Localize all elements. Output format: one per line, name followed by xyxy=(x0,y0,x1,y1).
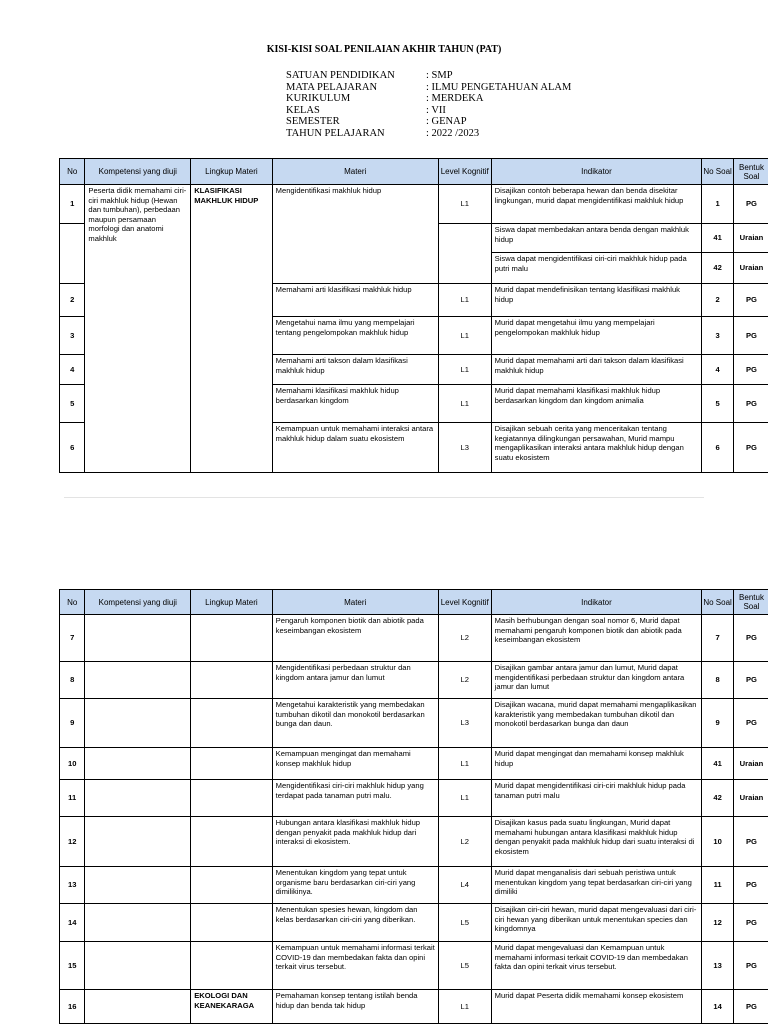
meta-value: : VII xyxy=(426,104,446,116)
bentuk-cell: PG xyxy=(733,615,768,662)
materi-cell: Menentukan spesies hewan, kingdom dan kelas berdasarkan ciri-ciri yang diberikan. xyxy=(272,904,438,942)
level-cell: L1 xyxy=(438,780,491,817)
table-header-row xyxy=(60,159,768,185)
header-kompetensi: Kompetensi yang diuji xyxy=(85,590,191,615)
table-row xyxy=(60,185,768,224)
no-soal-cell: 12 xyxy=(702,904,734,942)
table-header-row xyxy=(60,590,768,615)
row-no: 6 xyxy=(60,423,85,473)
materi-cell: Memahami arti takson dalam klasifikasi makhluk hidup xyxy=(272,355,438,385)
header-kompetensi: Kompetensi yang diuji xyxy=(85,159,191,185)
no-soal-cell: 14 xyxy=(702,990,734,1024)
indikator-cell: Murid dapat mengetahui ilmu yang mempelajari pengelompokan makhluk hidup xyxy=(491,317,702,355)
level-cell: L1 xyxy=(438,317,491,355)
indikator-cell: Disajikan ciri-ciri hewan, murid dapat mengevaluasi dari ciri-ciri hewan yang diberikan untuk menentukan species dan kingdomnya xyxy=(491,904,702,942)
meta-row xyxy=(286,82,571,94)
indikator-cell: Murid dapat memahami arti dari takson dalam klasifikasi makhluk hidup xyxy=(491,355,702,385)
table-row xyxy=(60,662,768,699)
page-divider xyxy=(64,497,704,498)
materi-cell: Memahami arti klasifikasi makhluk hidup xyxy=(272,284,438,317)
header-no: No xyxy=(60,590,85,615)
materi-cell: Menentukan kingdom yang tepat untuk organisme baru berdasarkan ciri-ciri yang dimilikinya. xyxy=(272,867,438,904)
lingkup-cell xyxy=(191,942,272,990)
row-no: 3 xyxy=(60,317,85,355)
materi-cell: Mengetahui karakteristik yang membedakan tumbuhan dikotil dan monokotil berdasarkan bunga dan daun. xyxy=(272,699,438,748)
kompetensi-cell xyxy=(85,748,191,780)
level-cell: L5 xyxy=(438,904,491,942)
level-cell: L1 xyxy=(438,355,491,385)
level-cell: L3 xyxy=(438,423,491,473)
materi-cell: Pengaruh komponen biotik dan abiotik pada keseimbangan ekosistem xyxy=(272,615,438,662)
bentuk-cell: PG xyxy=(733,817,768,867)
kompetensi-cell xyxy=(85,990,191,1024)
kompetensi-cell xyxy=(85,942,191,990)
table-row xyxy=(60,615,768,662)
document-meta xyxy=(286,70,571,139)
meta-value: : 2022 /2023 xyxy=(426,127,480,139)
no-soal-cell: 2 xyxy=(702,284,734,317)
lingkup-cell: KLASIFIKASI MAKHLUK HIDUP xyxy=(191,185,272,473)
bentuk-cell: PG xyxy=(733,867,768,904)
meta-label: SEMESTER xyxy=(286,116,340,127)
meta-label: TAHUN PELAJARAN xyxy=(286,127,385,139)
table-row xyxy=(60,817,768,867)
no-soal-cell: 13 xyxy=(702,942,734,990)
lingkup-cell xyxy=(191,817,272,867)
level-cell xyxy=(438,224,491,253)
lingkup-cell xyxy=(191,780,272,817)
bentuk-cell: PG xyxy=(733,317,768,355)
bentuk-cell: Uraian xyxy=(733,253,768,284)
no-soal-cell: 3 xyxy=(702,317,734,355)
lingkup-cell xyxy=(191,867,272,904)
kompetensi-cell xyxy=(85,817,191,867)
indikator-cell: Siswa dapat membedakan antara benda dengan makhluk hidup xyxy=(491,224,702,253)
header-no-soal: No Soal xyxy=(702,159,734,185)
kompetensi-cell xyxy=(85,780,191,817)
indikator-cell: Murid dapat memahami klasifikasi makhluk hidup berdasarkan kingdom dan kingdom animalia xyxy=(491,385,702,423)
materi-cell: Mengidentifikasi perbedaan struktur dan kingdom antara jamur dan lumut xyxy=(272,662,438,699)
bentuk-cell: PG xyxy=(733,423,768,473)
bentuk-cell: PG xyxy=(733,904,768,942)
level-cell: L1 xyxy=(438,284,491,317)
document-title: KISI-KISI SOAL PENILAIAN AKHIR TAHUN (PAT) xyxy=(266,44,502,55)
lingkup-cell xyxy=(191,748,272,780)
row-no: 10 xyxy=(60,748,85,780)
bentuk-cell: PG xyxy=(733,185,768,224)
meta-row xyxy=(286,70,571,82)
meta-value: : SMP xyxy=(426,70,453,81)
indikator-cell: Siswa dapat mengidentifikasi ciri-ciri makhluk hidup pada putri malu xyxy=(491,253,702,284)
meta-row xyxy=(286,128,571,140)
lingkup-cell xyxy=(191,699,272,748)
row-no: 7 xyxy=(60,615,85,662)
materi-cell: Kemampuan untuk memahami informasi terkait COVID-19 dan membedakan fakta dan opini terkait virus tersebut. xyxy=(272,942,438,990)
kompetensi-cell xyxy=(85,615,191,662)
table-row xyxy=(60,904,768,942)
level-cell: L2 xyxy=(438,662,491,699)
indikator-cell: Disajikan sebuah cerita yang menceritakan tentang kegiatannya dilingkungan persawahan, Murid mampu mengaplikasikan interaksi antara makhluk hidup dengan suatu ekosistem xyxy=(491,423,702,473)
meta-label: SATUAN PENDIDIKAN xyxy=(286,70,395,81)
level-cell: L1 xyxy=(438,385,491,423)
table-row xyxy=(60,990,768,1024)
indikator-cell: Murid dapat mengingat dan memahami konsep makhluk hidup xyxy=(491,748,702,780)
row-no: 15 xyxy=(60,942,85,990)
no-soal-cell: 8 xyxy=(702,662,734,699)
meta-value: : ILMU PENGETAHUAN ALAM xyxy=(426,81,572,93)
header-level: Level Kognitif xyxy=(438,159,491,185)
no-soal-cell: 1 xyxy=(702,185,734,224)
meta-row xyxy=(286,93,571,105)
header-lingkup: Lingkup Materi xyxy=(191,590,272,615)
header-no: No xyxy=(60,159,85,185)
bentuk-cell: PG xyxy=(733,699,768,748)
indikator-cell: Murid dapat mengevaluasi dan Kemampuan untuk memahami informasi terkait COVID-19 dan membedakan fakta dan opini terkait virus tersebut. xyxy=(491,942,702,990)
no-soal-cell: 41 xyxy=(702,748,734,780)
level-cell: L2 xyxy=(438,615,491,662)
no-soal-cell: 5 xyxy=(702,385,734,423)
kompetensi-cell xyxy=(85,904,191,942)
lingkup-cell xyxy=(191,662,272,699)
meta-label: KELAS xyxy=(286,104,320,116)
bentuk-cell: PG xyxy=(733,355,768,385)
header-no-soal: No Soal xyxy=(702,590,734,615)
no-soal-cell: 10 xyxy=(702,817,734,867)
level-cell: L1 xyxy=(438,748,491,780)
no-soal-cell: 41 xyxy=(702,224,734,253)
table-row xyxy=(60,942,768,990)
no-soal-cell: 42 xyxy=(702,253,734,284)
no-soal-cell: 42 xyxy=(702,780,734,817)
table-row xyxy=(60,699,768,748)
kompetensi-cell xyxy=(85,867,191,904)
level-cell: L1 xyxy=(438,185,491,224)
row-no: 11 xyxy=(60,780,85,817)
indikator-cell: Disajikan contoh beberapa hewan dan benda disekitar lingkungan, murid dapat mengidentifikasi makhluk hidup xyxy=(491,185,702,224)
kisi-table-1 xyxy=(59,158,768,473)
header-indikator: Indikator xyxy=(491,159,702,185)
header-bentuk: Bentuk Soal xyxy=(733,159,768,185)
bentuk-cell: PG xyxy=(733,942,768,990)
indikator-cell: Disajikan kasus pada suatu lingkungan, Murid dapat memahami hubungan antara klasifikasi makhluk hidup dengan penyakit pada makhluk hidup dari suatu interaksi di ekosistem xyxy=(491,817,702,867)
materi-cell: Mengidentifikasi makhluk hidup xyxy=(272,185,438,284)
level-cell: L3 xyxy=(438,699,491,748)
meta-value: : MERDEKA xyxy=(426,93,484,104)
row-no: 12 xyxy=(60,817,85,867)
materi-cell: Mengetahui nama ilmu yang mempelajari tentang pengelompokan makhluk hidup xyxy=(272,317,438,355)
no-soal-cell: 9 xyxy=(702,699,734,748)
meta-label: KURIKULUM xyxy=(286,93,351,104)
indikator-cell: Murid dapat Peserta didik memahami konsep ekosistem xyxy=(491,990,702,1024)
level-cell: L5 xyxy=(438,942,491,990)
header-level: Level Kognitif xyxy=(438,590,491,615)
meta-row xyxy=(286,105,571,117)
header-indikator: Indikator xyxy=(491,590,702,615)
row-no xyxy=(60,253,85,284)
materi-cell: Pemahaman konsep tentang istilah benda hidup dan benda tak hidup xyxy=(272,990,438,1024)
bentuk-cell: PG xyxy=(733,385,768,423)
bentuk-cell: Uraian xyxy=(733,780,768,817)
kompetensi-cell: Peserta didik memahami ciri-ciri makhluk hidup (Hewan dan tumbuhan), perbedaan maupun persamaan morfologi dan anatomi makhluk xyxy=(85,185,191,473)
meta-label: MATA PELAJARAN xyxy=(286,81,378,93)
meta-row xyxy=(286,116,571,128)
indikator-cell: Disajikan gambar antara jamur dan lumut, Murid dapat mengidentifikasi perbedaan struktur dan kingdom antara jamur dan lumut xyxy=(491,662,702,699)
indikator-cell: Murid dapat mengidentifikasi ciri-ciri makhluk hidup pada tanaman putri malu xyxy=(491,780,702,817)
no-soal-cell: 4 xyxy=(702,355,734,385)
no-soal-cell: 7 xyxy=(702,615,734,662)
row-no: 16 xyxy=(60,990,85,1024)
bentuk-cell: PG xyxy=(733,284,768,317)
row-no: 9 xyxy=(60,699,85,748)
kisi-table-2 xyxy=(59,589,768,1024)
indikator-cell: Murid dapat menganalisis dari sebuah peristiwa untuk menentukan kingdom yang tepat berdasarkan ciri-ciri yang dimiliki xyxy=(491,867,702,904)
lingkup-cell xyxy=(191,904,272,942)
bentuk-cell: Uraian xyxy=(733,224,768,253)
row-no: 4 xyxy=(60,355,85,385)
materi-cell: Memahami klasifikasi makhluk hidup berdasarkan kingdom xyxy=(272,385,438,423)
row-no: 1 xyxy=(60,185,85,224)
bentuk-cell: PG xyxy=(733,662,768,699)
level-cell: L1 xyxy=(438,990,491,1024)
row-no: 5 xyxy=(60,385,85,423)
header-materi: Materi xyxy=(272,590,438,615)
meta-value: : GENAP xyxy=(426,116,467,127)
materi-cell: Kemampuan mengingat dan memahami konsep makhluk hidup xyxy=(272,748,438,780)
bentuk-cell: Uraian xyxy=(733,748,768,780)
indikator-cell: Disajikan wacana, murid dapat memahami mengaplikasikan karakteristik yang membedakan tumbuhan dikotil dan monokotil berdasarkan bunga dan daun xyxy=(491,699,702,748)
no-soal-cell: 6 xyxy=(702,423,734,473)
header-materi: Materi xyxy=(272,159,438,185)
header-lingkup: Lingkup Materi xyxy=(191,159,272,185)
row-no: 14 xyxy=(60,904,85,942)
no-soal-cell: 11 xyxy=(702,867,734,904)
lingkup-cell xyxy=(191,615,272,662)
indikator-cell: Masih berhubungan dengan soal nomor 6, Murid dapat memahami pengaruh komponen biotik dan abiotik pada keseimbangan ekosistem xyxy=(491,615,702,662)
level-cell: L4 xyxy=(438,867,491,904)
level-cell: L2 xyxy=(438,817,491,867)
materi-cell: Mengidentifikasi ciri-ciri makhluk hidup yang terdapat pada tanaman putri malu. xyxy=(272,780,438,817)
indikator-cell: Murid dapat mendefinisikan tentang klasifikasi makhluk hidup xyxy=(491,284,702,317)
row-no: 13 xyxy=(60,867,85,904)
materi-cell: Hubungan antara klasifikasi makhluk hidup dengan penyakit pada makhluk hidup dari interaksi di ekosistem. xyxy=(272,817,438,867)
bentuk-cell: PG xyxy=(733,990,768,1024)
kompetensi-cell xyxy=(85,699,191,748)
row-no: 2 xyxy=(60,284,85,317)
row-no: 8 xyxy=(60,662,85,699)
lingkup-cell: EKOLOGI DAN KEANEKARAGA xyxy=(191,990,272,1024)
materi-cell: Kemampuan untuk memahami interaksi antara makhluk hidup dalam suatu ekosistem xyxy=(272,423,438,473)
row-no xyxy=(60,224,85,253)
table-row xyxy=(60,748,768,780)
kompetensi-cell xyxy=(85,662,191,699)
header-bentuk: Bentuk Soal xyxy=(733,590,768,615)
level-cell xyxy=(438,253,491,284)
table-row xyxy=(60,867,768,904)
table-row xyxy=(60,780,768,817)
